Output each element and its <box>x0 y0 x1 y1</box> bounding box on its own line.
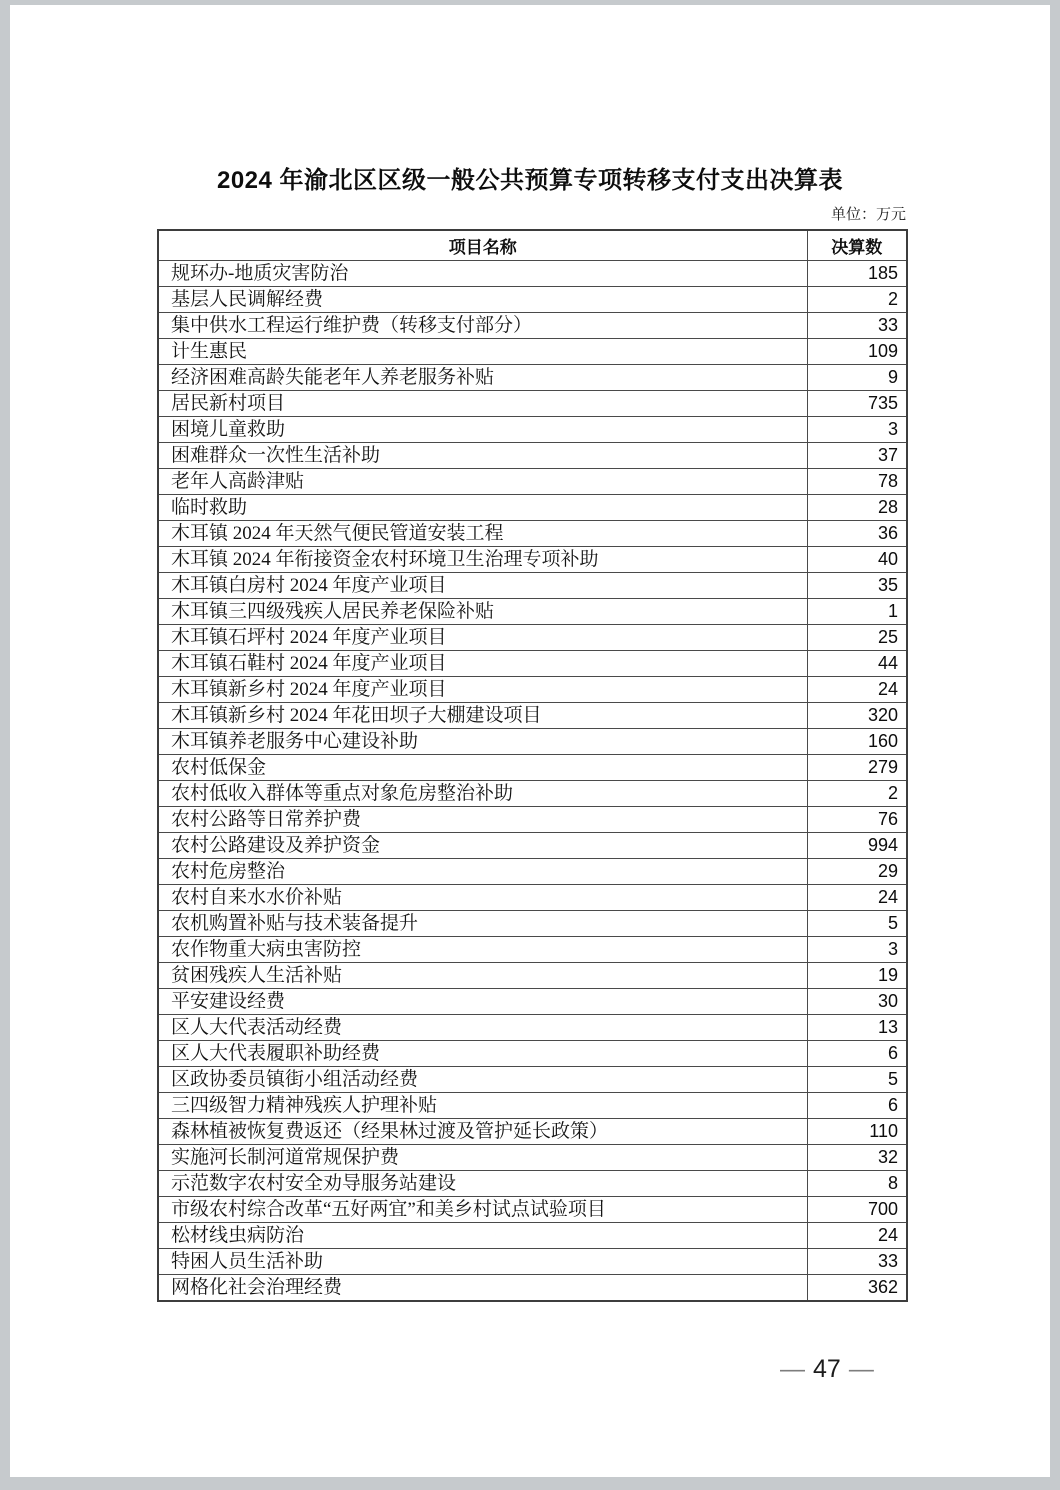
project-name-cell: 基层人民调解经费 <box>158 287 807 313</box>
project-name-cell: 计生惠民 <box>158 339 807 365</box>
table-row <box>158 339 907 365</box>
table-row <box>158 989 907 1015</box>
amount-cell: 994 <box>807 833 907 859</box>
table-row <box>158 391 907 417</box>
amount-cell: 78 <box>807 469 907 495</box>
project-name-cell: 困境儿童救助 <box>158 417 807 443</box>
table-row <box>158 729 907 755</box>
amount-cell: 24 <box>807 885 907 911</box>
table-row <box>158 885 907 911</box>
amount-cell: 30 <box>807 989 907 1015</box>
project-name-cell: 平安建设经费 <box>158 989 807 1015</box>
table-row <box>158 677 907 703</box>
table-row <box>158 1015 907 1041</box>
page-number-dash-right: — <box>848 1355 874 1383</box>
project-name-cell: 区政协委员镇街小组活动经费 <box>158 1067 807 1093</box>
page-number <box>780 1354 874 1384</box>
project-name-cell: 木耳镇石坪村 2024 年度产业项目 <box>158 625 807 651</box>
project-name-cell: 老年人高龄津贴 <box>158 469 807 495</box>
table-row <box>158 313 907 339</box>
amount-cell: 160 <box>807 729 907 755</box>
table-row <box>158 937 907 963</box>
amount-cell: 28 <box>807 495 907 521</box>
table-row <box>158 1067 907 1093</box>
page-number-dash-left: — <box>780 1355 805 1383</box>
column-header-project-name: 项目名称 <box>158 230 807 261</box>
amount-cell: 24 <box>807 1223 907 1249</box>
table-row <box>158 287 907 313</box>
amount-cell: 33 <box>807 1249 907 1275</box>
project-name-cell: 农村低保金 <box>158 755 807 781</box>
table-row <box>158 261 907 287</box>
project-name-cell: 木耳镇 2024 年衔接资金农村环境卫生治理专项补助 <box>158 547 807 573</box>
project-name-cell: 农村公路建设及养护资金 <box>158 833 807 859</box>
page-number-value: 47 <box>813 1355 841 1383</box>
project-name-cell: 农村公路等日常养护费 <box>158 807 807 833</box>
table-row <box>158 417 907 443</box>
column-header-final-amount: 决算数 <box>807 230 907 261</box>
table-row <box>158 1275 907 1302</box>
budget-table <box>157 229 908 1302</box>
project-name-cell: 农机购置补贴与技术装备提升 <box>158 911 807 937</box>
amount-cell: 44 <box>807 651 907 677</box>
amount-cell: 8 <box>807 1171 907 1197</box>
project-name-cell: 困难群众一次性生活补助 <box>158 443 807 469</box>
table-row <box>158 599 907 625</box>
project-name-cell: 农村自来水水价补贴 <box>158 885 807 911</box>
amount-cell: 35 <box>807 573 907 599</box>
project-name-cell: 贫困残疾人生活补贴 <box>158 963 807 989</box>
unit-label: 单位：万元 <box>830 207 906 223</box>
table-row <box>158 1171 907 1197</box>
table-section <box>157 206 906 1302</box>
amount-cell: 1 <box>807 599 907 625</box>
amount-cell: 9 <box>807 365 907 391</box>
table-row <box>158 521 907 547</box>
project-name-cell: 临时救助 <box>158 495 807 521</box>
project-name-cell: 木耳镇白房村 2024 年度产业项目 <box>158 573 807 599</box>
page-title: 2024 年渝北区区级一般公共预算专项转移支付支出决算表 <box>216 167 844 194</box>
amount-cell: 29 <box>807 859 907 885</box>
project-name-cell: 居民新村项目 <box>158 391 807 417</box>
table-row <box>158 365 907 391</box>
amount-cell: 2 <box>807 287 907 313</box>
project-name-cell: 特困人员生活补助 <box>158 1249 807 1275</box>
document-page <box>10 5 1050 1477</box>
table-header-row <box>158 230 907 261</box>
table-row <box>158 703 907 729</box>
amount-cell: 3 <box>807 937 907 963</box>
project-name-cell: 经济困难高龄失能老年人养老服务补贴 <box>158 365 807 391</box>
table-row <box>158 573 907 599</box>
table-row <box>158 1145 907 1171</box>
amount-cell: 109 <box>807 339 907 365</box>
table-row <box>158 833 907 859</box>
amount-cell: 2 <box>807 781 907 807</box>
project-name-cell: 规环办-地质灾害防治 <box>158 261 807 287</box>
table-row <box>158 911 907 937</box>
amount-cell: 279 <box>807 755 907 781</box>
amount-cell: 5 <box>807 1067 907 1093</box>
amount-cell: 110 <box>807 1119 907 1145</box>
project-name-cell: 市级农村综合改革“五好两宜”和美乡村试点试验项目 <box>158 1197 807 1223</box>
amount-cell: 320 <box>807 703 907 729</box>
amount-cell: 362 <box>807 1275 907 1302</box>
table-row <box>158 547 907 573</box>
table-row <box>158 625 907 651</box>
project-name-cell: 森林植被恢复费返还（经果林过渡及管护延长政策） <box>158 1119 807 1145</box>
table-row <box>158 651 907 677</box>
project-name-cell: 区人大代表履职补助经费 <box>158 1041 807 1067</box>
amount-cell: 185 <box>807 261 907 287</box>
table-row <box>158 495 907 521</box>
project-name-cell: 示范数字农村安全劝导服务站建设 <box>158 1171 807 1197</box>
amount-cell: 33 <box>807 313 907 339</box>
project-name-cell: 松材线虫病防治 <box>158 1223 807 1249</box>
amount-cell: 37 <box>807 443 907 469</box>
amount-cell: 25 <box>807 625 907 651</box>
amount-cell: 6 <box>807 1041 907 1067</box>
project-name-cell: 实施河长制河道常规保护费 <box>158 1145 807 1171</box>
table-row <box>158 1223 907 1249</box>
project-name-cell: 网格化社会治理经费 <box>158 1275 807 1302</box>
table-row <box>158 807 907 833</box>
table-row <box>158 1041 907 1067</box>
amount-cell: 32 <box>807 1145 907 1171</box>
table-row <box>158 963 907 989</box>
table-row <box>158 755 907 781</box>
amount-cell: 5 <box>807 911 907 937</box>
table-row <box>158 781 907 807</box>
project-name-cell: 农作物重大病虫害防控 <box>158 937 807 963</box>
amount-cell: 13 <box>807 1015 907 1041</box>
table-row <box>158 443 907 469</box>
project-name-cell: 木耳镇新乡村 2024 年度产业项目 <box>158 677 807 703</box>
amount-cell: 40 <box>807 547 907 573</box>
project-name-cell: 木耳镇 2024 年天然气便民管道安装工程 <box>158 521 807 547</box>
table-row <box>158 1119 907 1145</box>
amount-cell: 3 <box>807 417 907 443</box>
amount-cell: 36 <box>807 521 907 547</box>
amount-cell: 19 <box>807 963 907 989</box>
project-name-cell: 区人大代表活动经费 <box>158 1015 807 1041</box>
table-row <box>158 1197 907 1223</box>
amount-cell: 735 <box>807 391 907 417</box>
table-row <box>158 859 907 885</box>
table-row <box>158 469 907 495</box>
amount-cell: 76 <box>807 807 907 833</box>
amount-cell: 24 <box>807 677 907 703</box>
project-name-cell: 农村低收入群体等重点对象危房整治补助 <box>158 781 807 807</box>
project-name-cell: 木耳镇石鞋村 2024 年度产业项目 <box>158 651 807 677</box>
table-row <box>158 1093 907 1119</box>
project-name-cell: 木耳镇养老服务中心建设补助 <box>158 729 807 755</box>
amount-cell: 700 <box>807 1197 907 1223</box>
amount-cell: 6 <box>807 1093 907 1119</box>
project-name-cell: 集中供水工程运行维护费（转移支付部分） <box>158 313 807 339</box>
project-name-cell: 木耳镇三四级残疾人居民养老保险补贴 <box>158 599 807 625</box>
table-row <box>158 1249 907 1275</box>
project-name-cell: 三四级智力精神残疾人护理补贴 <box>158 1093 807 1119</box>
project-name-cell: 农村危房整治 <box>158 859 807 885</box>
project-name-cell: 木耳镇新乡村 2024 年花田坝子大棚建设项目 <box>158 703 807 729</box>
